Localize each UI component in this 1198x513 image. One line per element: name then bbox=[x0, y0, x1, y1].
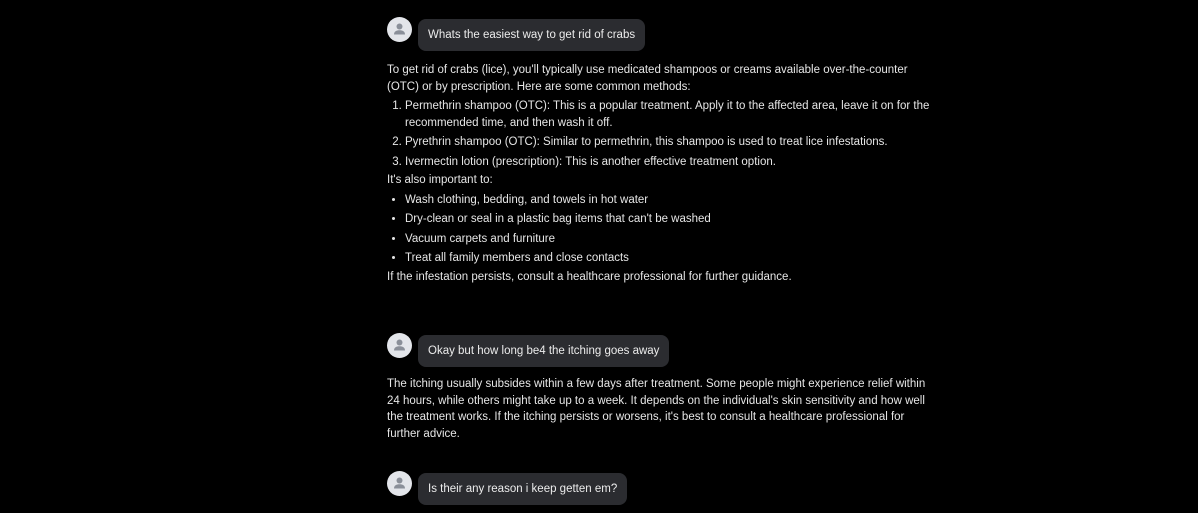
answer-intro: To get rid of crabs (lice), you'll typically use medicated shampoos or creams available over-the-counter (OTC) or by prescription. Here are some common methods: bbox=[387, 64, 908, 93]
list-item: • Treat all family members and close contacts bbox=[405, 250, 932, 267]
user-message bbox=[387, 335, 669, 369]
list-item: 1. Permethrin shampoo (OTC): This is a popular treatment. Apply it to the affected area, leave it on for the recommended time, and then wash it off. bbox=[405, 98, 932, 131]
tips-list bbox=[387, 192, 932, 267]
assistant-answer bbox=[387, 62, 932, 285]
user-message bbox=[387, 19, 645, 53]
user-avatar-icon bbox=[387, 17, 412, 42]
list-item: • Wash clothing, bedding, and towels in hot water bbox=[405, 192, 932, 209]
user-message-bubble: Okay but how long be4 the itching goes away bbox=[418, 335, 669, 367]
list-item: • Dry-clean or seal in a plastic bag items that can't be washed bbox=[405, 211, 932, 228]
user-message-bubble: Is their any reason i keep getten em? bbox=[418, 473, 627, 505]
user-message bbox=[387, 473, 627, 507]
list-item: 2. Pyrethrin shampoo (OTC): Similar to permethrin, this shampoo is used to treat lice infestations. bbox=[405, 134, 932, 151]
assistant-answer bbox=[387, 376, 932, 442]
user-avatar-icon bbox=[387, 471, 412, 496]
answer-closing: If the infestation persists, consult a healthcare professional for further guidance. bbox=[387, 270, 792, 283]
user-message-bubble: Whats the easiest way to get rid of crabs bbox=[418, 19, 645, 51]
answer-subheading: It's also important to: bbox=[387, 174, 493, 186]
user-avatar-icon bbox=[387, 333, 412, 358]
methods-list bbox=[387, 98, 932, 170]
list-item: 3. Ivermectin lotion (prescription): This is another effective treatment option. bbox=[405, 154, 932, 171]
list-item: • Vacuum carpets and furniture bbox=[405, 231, 932, 248]
answer-text: The itching usually subsides within a few days after treatment. Some people might experience relief within 24 hours, while others might take up to a week. It depends on the individual's skin sensitivity and how well the treatment works. If the itching persists or worsens, it's best to consult a healthcare professional for further advice. bbox=[387, 378, 926, 440]
